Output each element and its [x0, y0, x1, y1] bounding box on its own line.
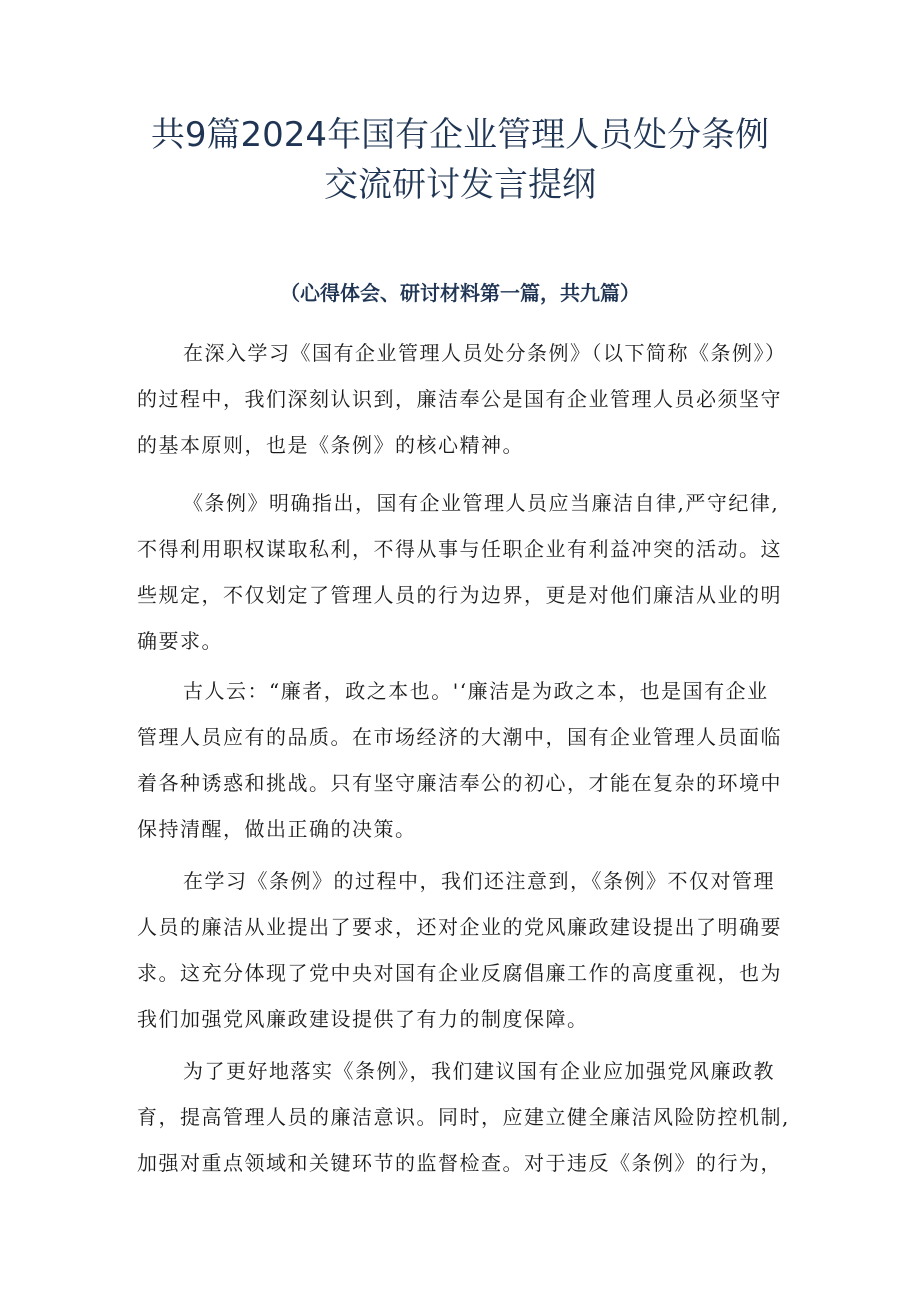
paragraph-line: 的过程中，我们深刻认识到，廉洁奉公是国有企业管理人员必须坚守 — [137, 387, 782, 411]
paragraph-line: 管理人员应有的品质。在市场经济的大潮中，国有企业管理人员面临 — [137, 725, 782, 749]
paragraph-line: 《条例》明确指出，国有企业管理人员应当廉洁自律,严守纪律, — [183, 491, 780, 515]
paragraph-line: 人员的廉洁从业提出了要求，还对企业的党风廉政建设提出了明确要 — [137, 915, 782, 939]
document-subtitle: （心得体会、研讨材料第一篇，共九篇） — [280, 281, 640, 305]
paragraph-line: 着各种诱惑和挑战。只有坚守廉洁奉公的初心，才能在复杂的环境中 — [137, 771, 782, 795]
paragraph-line: 古人云：“廉者，政之本也。'‘廉洁是为政之本，也是国有企业 — [183, 679, 769, 703]
paragraph-line: 我们加强党风廉政建设提供了有力的制度保障。 — [137, 1007, 589, 1031]
paragraph-1 — [137, 330, 797, 468]
paragraph-line: 加强对重点领域和关键环节的监督检查。对于违反《条例》的行为， — [137, 1151, 782, 1175]
paragraph-line: 求。这充分体现了党中央对国有企业反腐倡廉工作的高度重视，也为 — [137, 961, 782, 985]
paragraph-line: 育，提高管理人员的廉洁意识。同时，应建立健全廉洁风险防控机制, — [137, 1105, 790, 1129]
paragraph-line: 在深入学习《国有企业管理人员处分条例》（以下简称《条例》） — [183, 341, 787, 365]
paragraph-line: 的基本原则，也是《条例》的核心精神。 — [137, 433, 524, 457]
paragraph-5 — [137, 1048, 797, 1186]
paragraph-line: 些规定，不仅划定了管理人员的行为边界，更是对他们廉洁从业的明 — [137, 583, 782, 607]
paragraph-line: 保持清醒，做出正确的决策。 — [137, 817, 417, 841]
document-title-line-1: 共9篇2024年国有企业管理人员处分条例 — [150, 115, 770, 155]
paragraph-line: 确要求。 — [137, 629, 223, 653]
paragraph-4 — [137, 858, 797, 1042]
paragraph-line: 在学习《条例》的过程中，我们还注意到，《条例》不仅对管理 — [183, 869, 775, 893]
document-title-line-2: 交流研讨发言提纲 — [324, 165, 596, 205]
paragraph-line: 不得利用职权谋取私利，不得从事与任职企业有利益冲突的活动。这 — [137, 537, 782, 561]
paragraph-3 — [137, 668, 797, 852]
paragraph-line: 为了更好地落实《条例》，我们建议国有企业应加强党风廉政教 — [183, 1059, 775, 1083]
paragraph-2 — [137, 480, 797, 664]
